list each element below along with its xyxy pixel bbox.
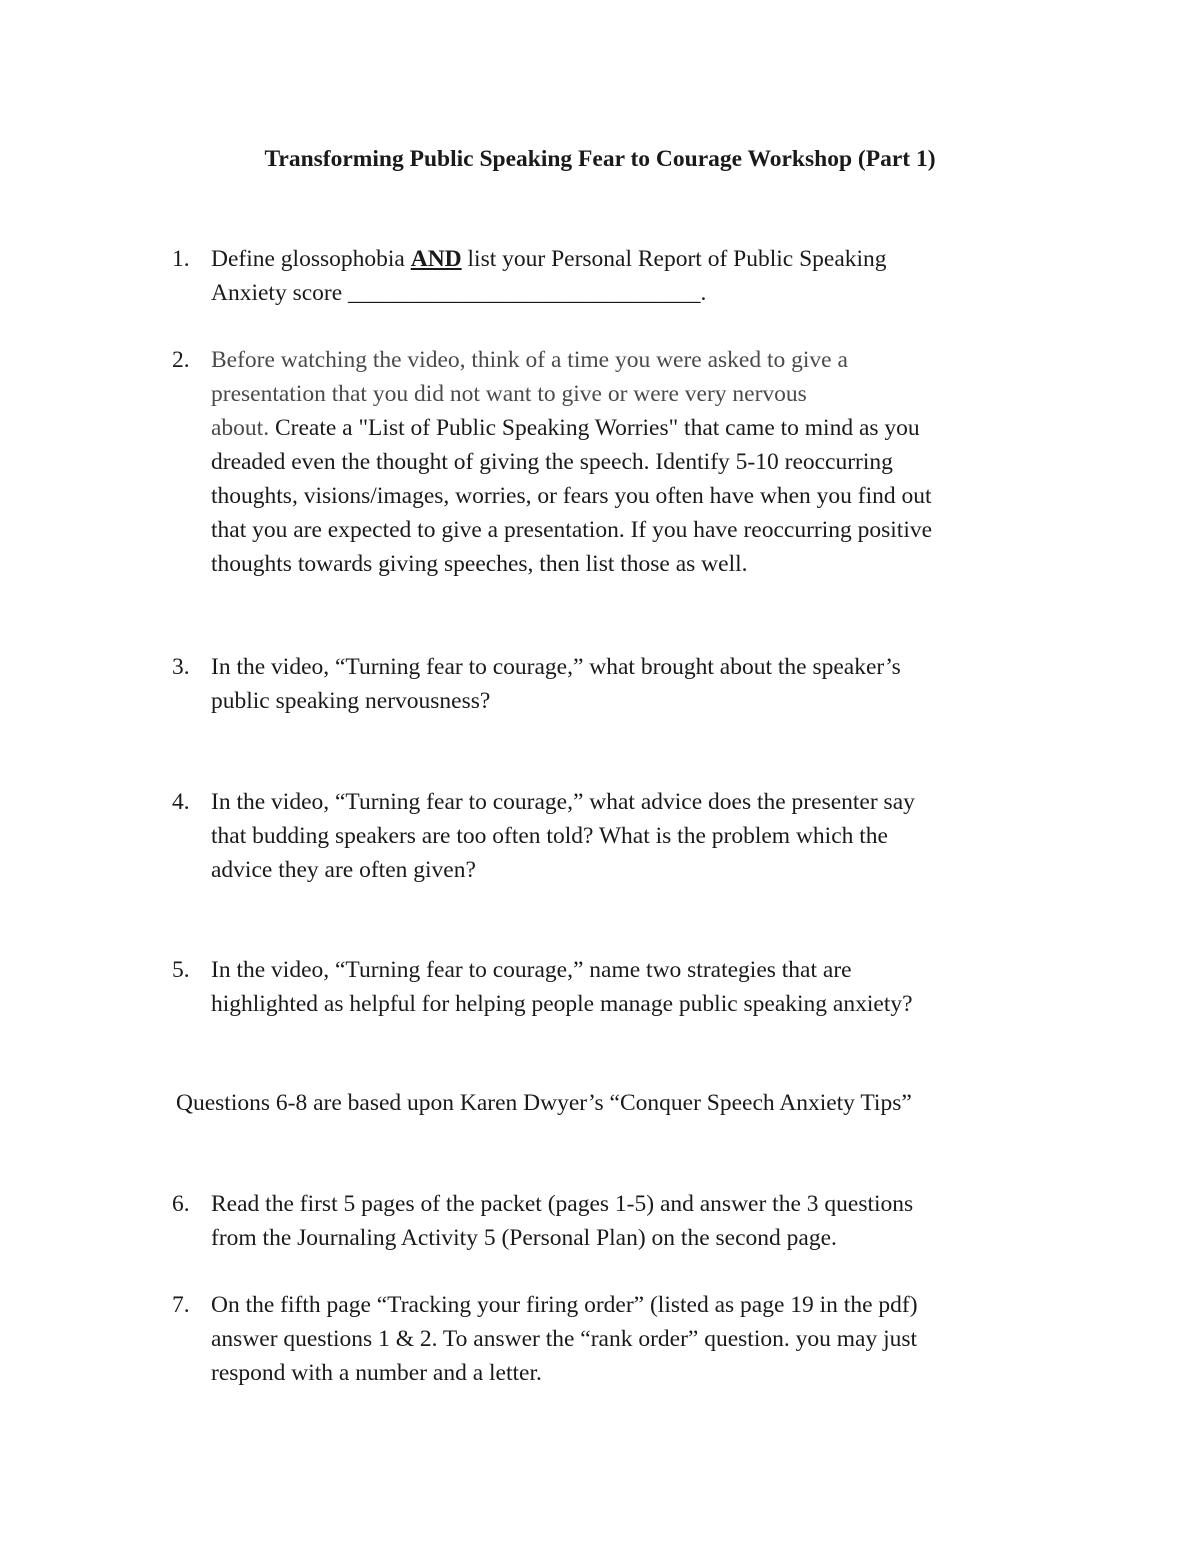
question-3 xyxy=(172,650,1072,718)
question-number: 7. xyxy=(172,1292,190,1318)
question-number: 4. xyxy=(172,789,190,815)
document-title: Transforming Public Speaking Fear to Courage Workshop (Part 1) xyxy=(264,146,936,172)
question-text: In the video, “Turning fear to courage,” what advice does the presenter say that budding speakers are too often told? What is the problem which the advice they are often given? xyxy=(211,789,915,883)
question-number: 1. xyxy=(172,246,190,272)
question-number: 5. xyxy=(172,957,190,983)
question-text: Before watching the video, think of a time you were asked to give a presentation that you did not want to give or were very nervous about. Create a "List of Public Speaking Worries" that came to mind as you dreaded even the thought of giving the speech. Identify 5-10 reoccurring thoughts, visions/images, worries, or fears you often have when you find out that you are expected to give a presentation. If you have reoccurring positive thoughts towards giving speeches, then list those as well. xyxy=(211,347,933,577)
question-1 xyxy=(172,242,1072,310)
section-intro: Questions 6-8 are based upon Karen Dwyer’s “Conquer Speech Anxiety Tips” xyxy=(176,1090,912,1116)
question-text: Read the first 5 pages of the packet (pages 1-5) and answer the 3 questions from the Journaling Activity 5 (Personal Plan) on the second page. xyxy=(211,1191,914,1251)
question-text: In the video, “Turning fear to courage,” name two strategies that are highlighted as helpful for helping people manage public speaking anxiety? xyxy=(211,957,913,1017)
emphasis-and: AND xyxy=(410,246,462,272)
question-7 xyxy=(172,1288,1072,1390)
question-5 xyxy=(172,953,1072,1021)
question-2 xyxy=(172,343,1072,581)
question-number: 6. xyxy=(172,1191,190,1217)
question-text: Define glossophobia AND list your Personal Report of Public Speaking Anxiety score ______________________________. xyxy=(211,246,887,306)
question-number: 2. xyxy=(172,347,190,373)
question-text: In the video, “Turning fear to courage,” what brought about the speaker’s public speaking nervousness? xyxy=(211,654,901,714)
question-4 xyxy=(172,785,1072,887)
question-text: On the fifth page “Tracking your firing order” (listed as page 19 in the pdf) answer questions 1 & 2. To answer the “rank order” question. you may just respond with a number and a letter. xyxy=(211,1292,918,1386)
question-number: 3. xyxy=(172,654,190,680)
question-6 xyxy=(172,1187,1072,1255)
